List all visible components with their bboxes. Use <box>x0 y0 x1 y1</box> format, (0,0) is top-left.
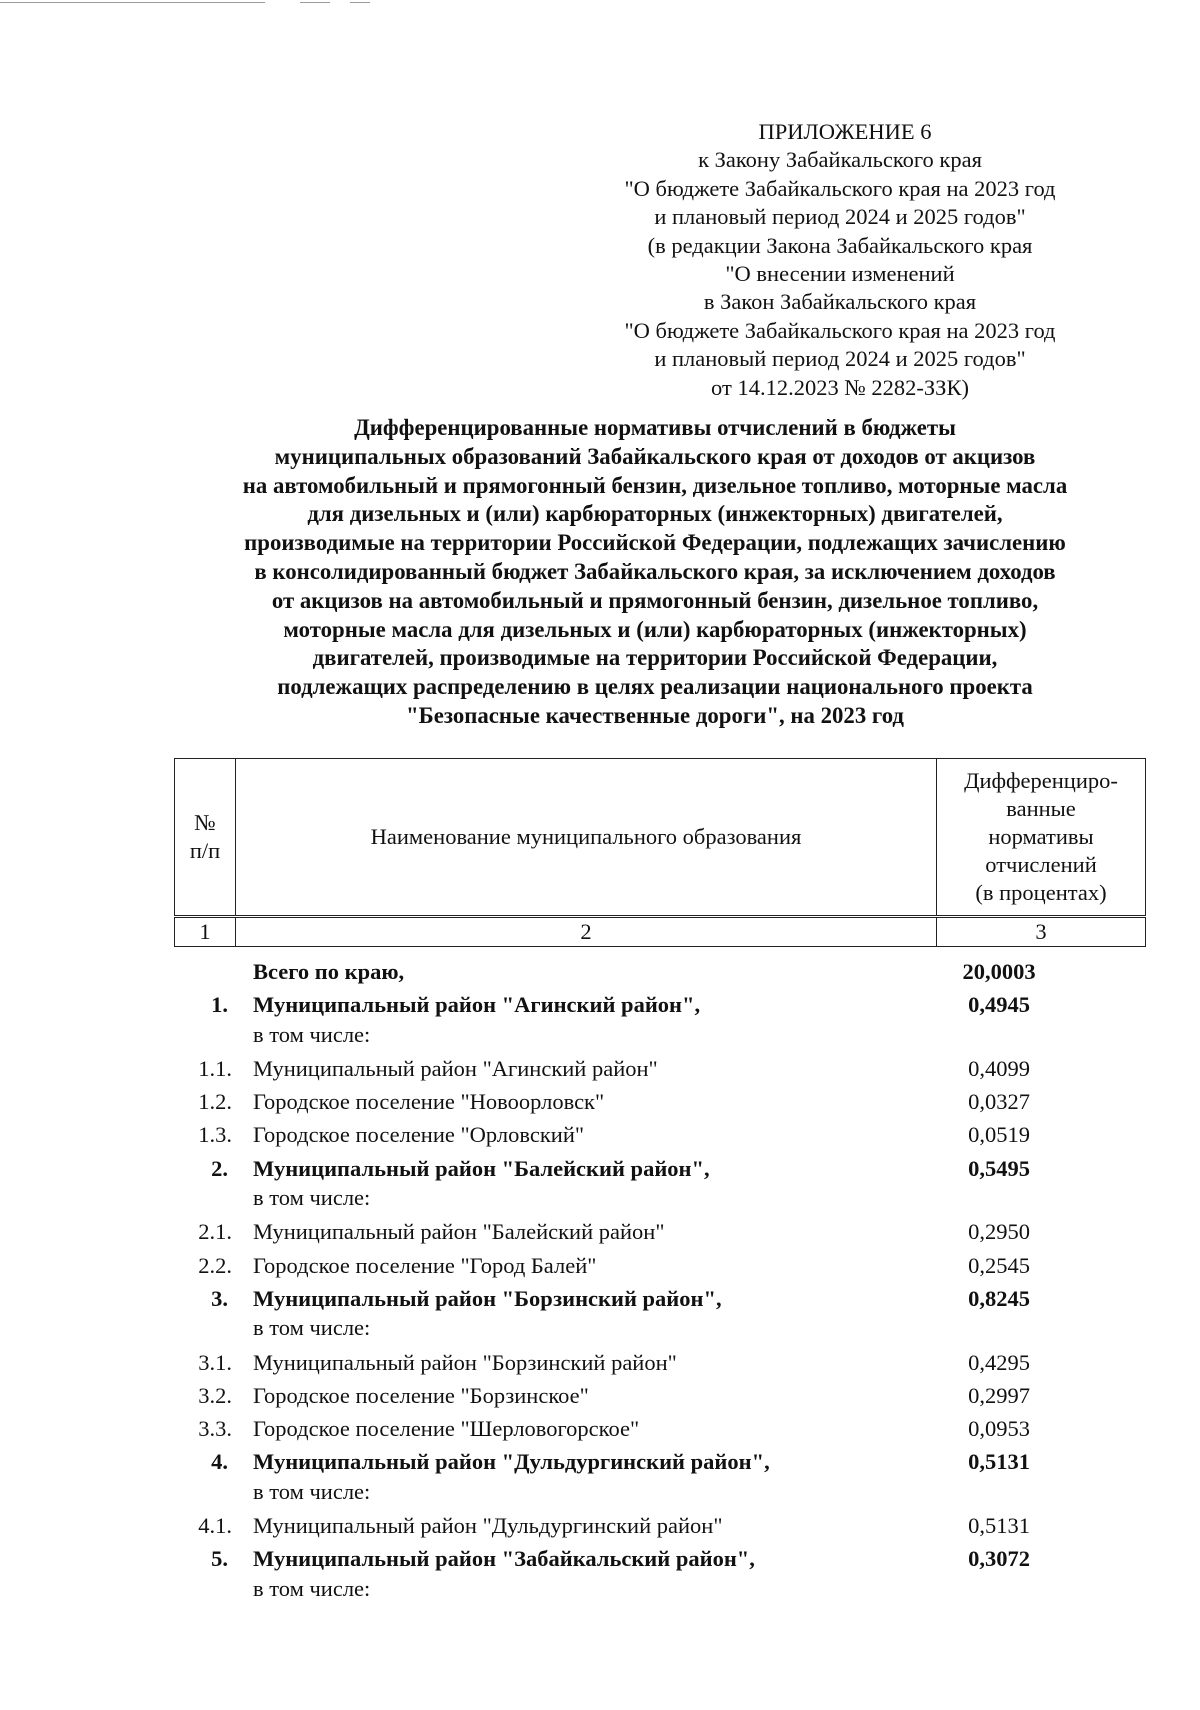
scan-edge-line-left <box>0 2 265 3</box>
header-col-rate-line: нормативы <box>988 824 1094 849</box>
row-value: 0,5131 <box>968 1449 1030 1475</box>
header-col-rate <box>937 759 1146 917</box>
title-line: муниципальных образований Забайкальского края от доходов от акцизов <box>274 443 1036 469</box>
header-col-number-line: № <box>194 810 216 835</box>
column-number-row <box>175 917 1146 947</box>
table-row <box>174 1118 1146 1151</box>
row-name: в том числе: <box>253 1315 371 1341</box>
column-number-cell: 1 <box>175 917 236 947</box>
row-number: 2. <box>211 1155 228 1181</box>
table-row <box>174 955 1146 988</box>
title-line: подлежащих распределению в целях реализации национального проекта <box>277 674 1033 700</box>
row-name: Муниципальный район "Балейский район", <box>253 1155 710 1181</box>
row-value: 0,2950 <box>968 1219 1030 1245</box>
appendix-line: в Закон Забайкальского края <box>703 289 977 315</box>
title-line: производимые на территории Российской Федерации, подлежащих зачислению <box>244 530 1066 556</box>
row-number: 2.1. <box>198 1219 232 1245</box>
row-value: 0,4099 <box>968 1055 1030 1081</box>
row-number: 3.3. <box>198 1416 232 1442</box>
row-name: в том числе: <box>253 1185 371 1211</box>
table-row <box>174 988 1146 1021</box>
scan-edge-line-right <box>350 2 370 3</box>
header-col-rate-line: отчислений <box>985 852 1097 877</box>
row-value: 0,0519 <box>968 1122 1030 1148</box>
row-number: 1.3. <box>198 1122 232 1148</box>
row-name: Всего по краю, <box>253 959 405 984</box>
appendix-line: к Закону Забайкальского края <box>698 147 982 173</box>
row-name: Муниципальный район "Забайкальский район", <box>253 1546 755 1572</box>
row-name: Муниципальный район "Агинский район" <box>253 1055 658 1081</box>
header-col-name: Наименование муниципального образования <box>236 759 937 917</box>
table-row <box>174 1346 1146 1379</box>
table-row <box>174 1479 1146 1509</box>
row-value: 0,8245 <box>968 1285 1030 1311</box>
header-col-number <box>175 759 236 917</box>
row-value: 0,0327 <box>968 1089 1030 1115</box>
row-number: 2.2. <box>198 1252 232 1278</box>
table-header <box>174 758 1146 947</box>
title-line: Дифференцированные нормативы отчислений в бюджеты <box>354 415 956 440</box>
row-name: Муниципальный район "Агинский район", <box>253 992 701 1018</box>
appendix-line: от 14.12.2023 № 2282-ЗЗК) <box>711 374 969 400</box>
appendix-line: (в редакции Закона Забайкальского края <box>647 232 1033 258</box>
row-name: Городское поселение "Новоорловск" <box>253 1089 605 1115</box>
appendix-line: и плановый период 2024 и 2025 годов" <box>654 204 1026 230</box>
row-name: в том числе: <box>253 1478 371 1504</box>
table-row <box>174 1085 1146 1118</box>
table-row <box>174 1052 1146 1085</box>
row-value: 0,0953 <box>968 1416 1030 1442</box>
appendix-line: ПРИЛОЖЕНИЕ 6 <box>758 119 932 144</box>
appendix-line: "О бюджете Забайкальского края на 2023 год <box>624 317 1056 343</box>
row-number: 5. <box>211 1546 228 1572</box>
row-value: 0,4945 <box>968 992 1030 1018</box>
row-number: 1. <box>211 992 228 1018</box>
header-col-rate-line: (в процентах) <box>975 880 1107 905</box>
row-number: 3.1. <box>198 1349 232 1375</box>
row-value: 0,2545 <box>968 1252 1030 1278</box>
table-row <box>174 1412 1146 1445</box>
appendix-header <box>560 118 1120 402</box>
row-number: 3. <box>211 1285 228 1311</box>
scan-edge-line-mid <box>300 2 330 3</box>
document-title <box>175 414 1135 731</box>
row-number: 4. <box>211 1449 228 1475</box>
column-number-cell: 3 <box>937 917 1146 947</box>
header-col-rate-line: ванные <box>1006 796 1076 821</box>
header-row <box>175 759 1146 917</box>
row-name: Муниципальный район "Дульдургинский район" <box>253 1513 723 1539</box>
table-row <box>174 1315 1146 1345</box>
row-name: Муниципальный район "Борзинский район", <box>253 1285 722 1311</box>
row-name: Городское поселение "Орловский" <box>253 1122 585 1148</box>
row-value: 0,4295 <box>968 1349 1030 1375</box>
title-line: на автомобильный и прямогонный бензин, дизельное топливо, моторные масла <box>242 472 1068 498</box>
table-row <box>174 1542 1146 1575</box>
row-name: Городское поселение "Город Балей" <box>253 1252 597 1278</box>
row-value: 20,0003 <box>962 959 1036 984</box>
table-body <box>174 955 1146 1606</box>
row-number: 1.2. <box>198 1089 232 1115</box>
table-row <box>174 1282 1146 1315</box>
row-value: 0,2997 <box>968 1382 1030 1408</box>
title-line: от акцизов на автомобильный и прямогонный бензин, дизельное топливо, <box>271 587 1039 613</box>
table-row <box>174 1215 1146 1248</box>
table-row <box>174 1152 1146 1185</box>
table-row <box>174 1185 1146 1215</box>
column-number-cell: 2 <box>236 917 937 947</box>
row-number: 4.1. <box>198 1513 232 1539</box>
table-row <box>174 1576 1146 1606</box>
row-name: Муниципальный район "Дульдургинский район", <box>253 1449 770 1475</box>
title-line: в консолидированный бюджет Забайкальского края, за исключением доходов <box>254 558 1056 584</box>
row-name: Городское поселение "Шерловогорское" <box>253 1416 640 1442</box>
header-col-number-line: п/п <box>189 838 221 863</box>
table-row <box>174 1509 1146 1542</box>
appendix-line: "О бюджете Забайкальского края на 2023 год <box>624 175 1056 201</box>
row-number: 1.1. <box>198 1055 232 1081</box>
header-col-rate-line: Дифференциро- <box>964 768 1118 793</box>
appendix-line: и плановый период 2024 и 2025 годов" <box>654 346 1026 372</box>
row-name: Городское поселение "Борзинское" <box>253 1382 589 1408</box>
title-line: двигателей, производимые на территории Российской Федерации, <box>312 645 998 671</box>
table-row <box>174 1249 1146 1282</box>
row-name: в том числе: <box>253 1021 371 1047</box>
table-row <box>174 1022 1146 1052</box>
title-line: для дизельных и (или) карбюраторных (инжекторных) двигателей, <box>307 501 1003 527</box>
row-value: 0,5131 <box>968 1513 1030 1539</box>
row-value: 0,3072 <box>968 1546 1030 1572</box>
table-row <box>174 1379 1146 1412</box>
row-name: в том числе: <box>253 1575 371 1601</box>
title-line: "Безопасные качественные дороги", на 2023 год <box>406 702 904 728</box>
row-name: Муниципальный район "Борзинский район" <box>253 1349 677 1375</box>
row-value: 0,5495 <box>968 1155 1030 1181</box>
row-number: 3.2. <box>198 1382 232 1408</box>
title-line: моторные масла для дизельных и (или) карбюраторных (инжекторных) <box>283 616 1027 642</box>
table-row <box>174 1445 1146 1478</box>
appendix-line: "О внесении изменений <box>725 261 955 287</box>
row-name: Муниципальный район "Балейский район" <box>253 1219 665 1245</box>
